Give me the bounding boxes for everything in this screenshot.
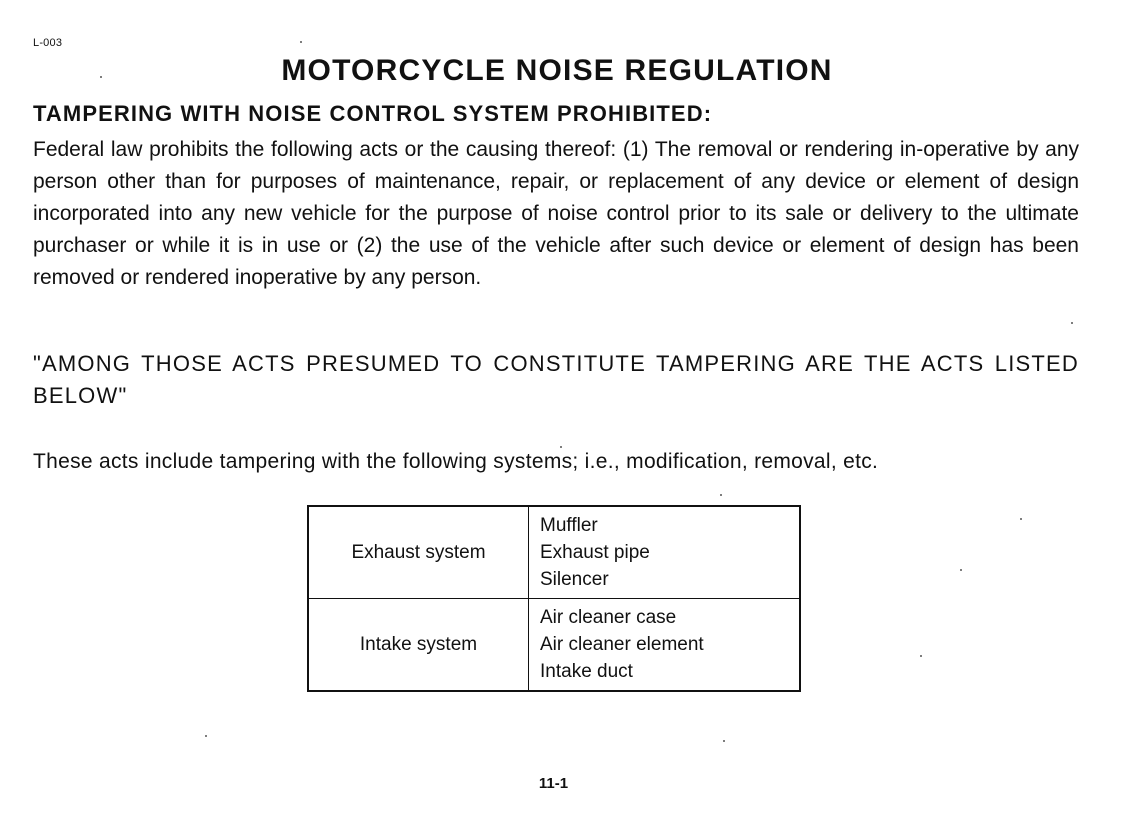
system-cell: Intake system xyxy=(308,599,529,692)
scan-speck xyxy=(920,655,922,657)
scan-speck xyxy=(960,569,962,571)
scan-speck xyxy=(100,76,102,78)
part-item: Exhaust pipe xyxy=(540,542,650,563)
parts-cell xyxy=(529,599,801,692)
scan-speck xyxy=(300,41,302,43)
scan-speck xyxy=(1020,518,1022,520)
section-subheading: TAMPERING WITH NOISE CONTROL SYSTEM PROHIBITED: xyxy=(33,101,713,126)
part-item: Air cleaner element xyxy=(540,634,704,655)
part-item: Muffler xyxy=(540,515,598,536)
scan-speck xyxy=(723,740,725,742)
acts-intro-text: These acts include tampering with the following systems; i.e., modification, removal, etc. xyxy=(33,450,879,473)
part-item: Air cleaner case xyxy=(540,607,677,628)
scan-speck xyxy=(1071,322,1073,324)
system-cell: Exhaust system xyxy=(308,506,529,599)
parts-cell xyxy=(529,506,801,599)
page-number: 11-1 xyxy=(538,775,569,792)
acts-heading: "AMONG THOSE ACTS PRESUMED TO CONSTITUTE TAMPERING ARE THE ACTS LISTED BELOW" xyxy=(33,351,1079,408)
scan-speck xyxy=(205,735,207,737)
federal-law-paragraph: Federal law prohibits the following acts or the causing thereof: (1) The removal or rendering in-operative by any person other than for purposes of maintenance, repair, or replacement of any device or element of design incorporated into any new vehicle for the purpose of noise control prior to its sale or delivery to the ultimate purchaser or while it is in use or (2) the use of the vehicle after such device or element of design has been removed or rendered inoperative by any person. xyxy=(33,138,1079,289)
table-row xyxy=(308,506,800,599)
systems-table xyxy=(307,505,801,692)
page-title: MOTORCYCLE NOISE REGULATION xyxy=(281,54,833,87)
table-row xyxy=(308,599,800,692)
scan-speck xyxy=(560,446,562,448)
part-item: Silencer xyxy=(540,569,609,590)
document-code: L-003 xyxy=(33,37,63,49)
part-item: Intake duct xyxy=(540,661,633,682)
scan-speck xyxy=(720,494,722,496)
